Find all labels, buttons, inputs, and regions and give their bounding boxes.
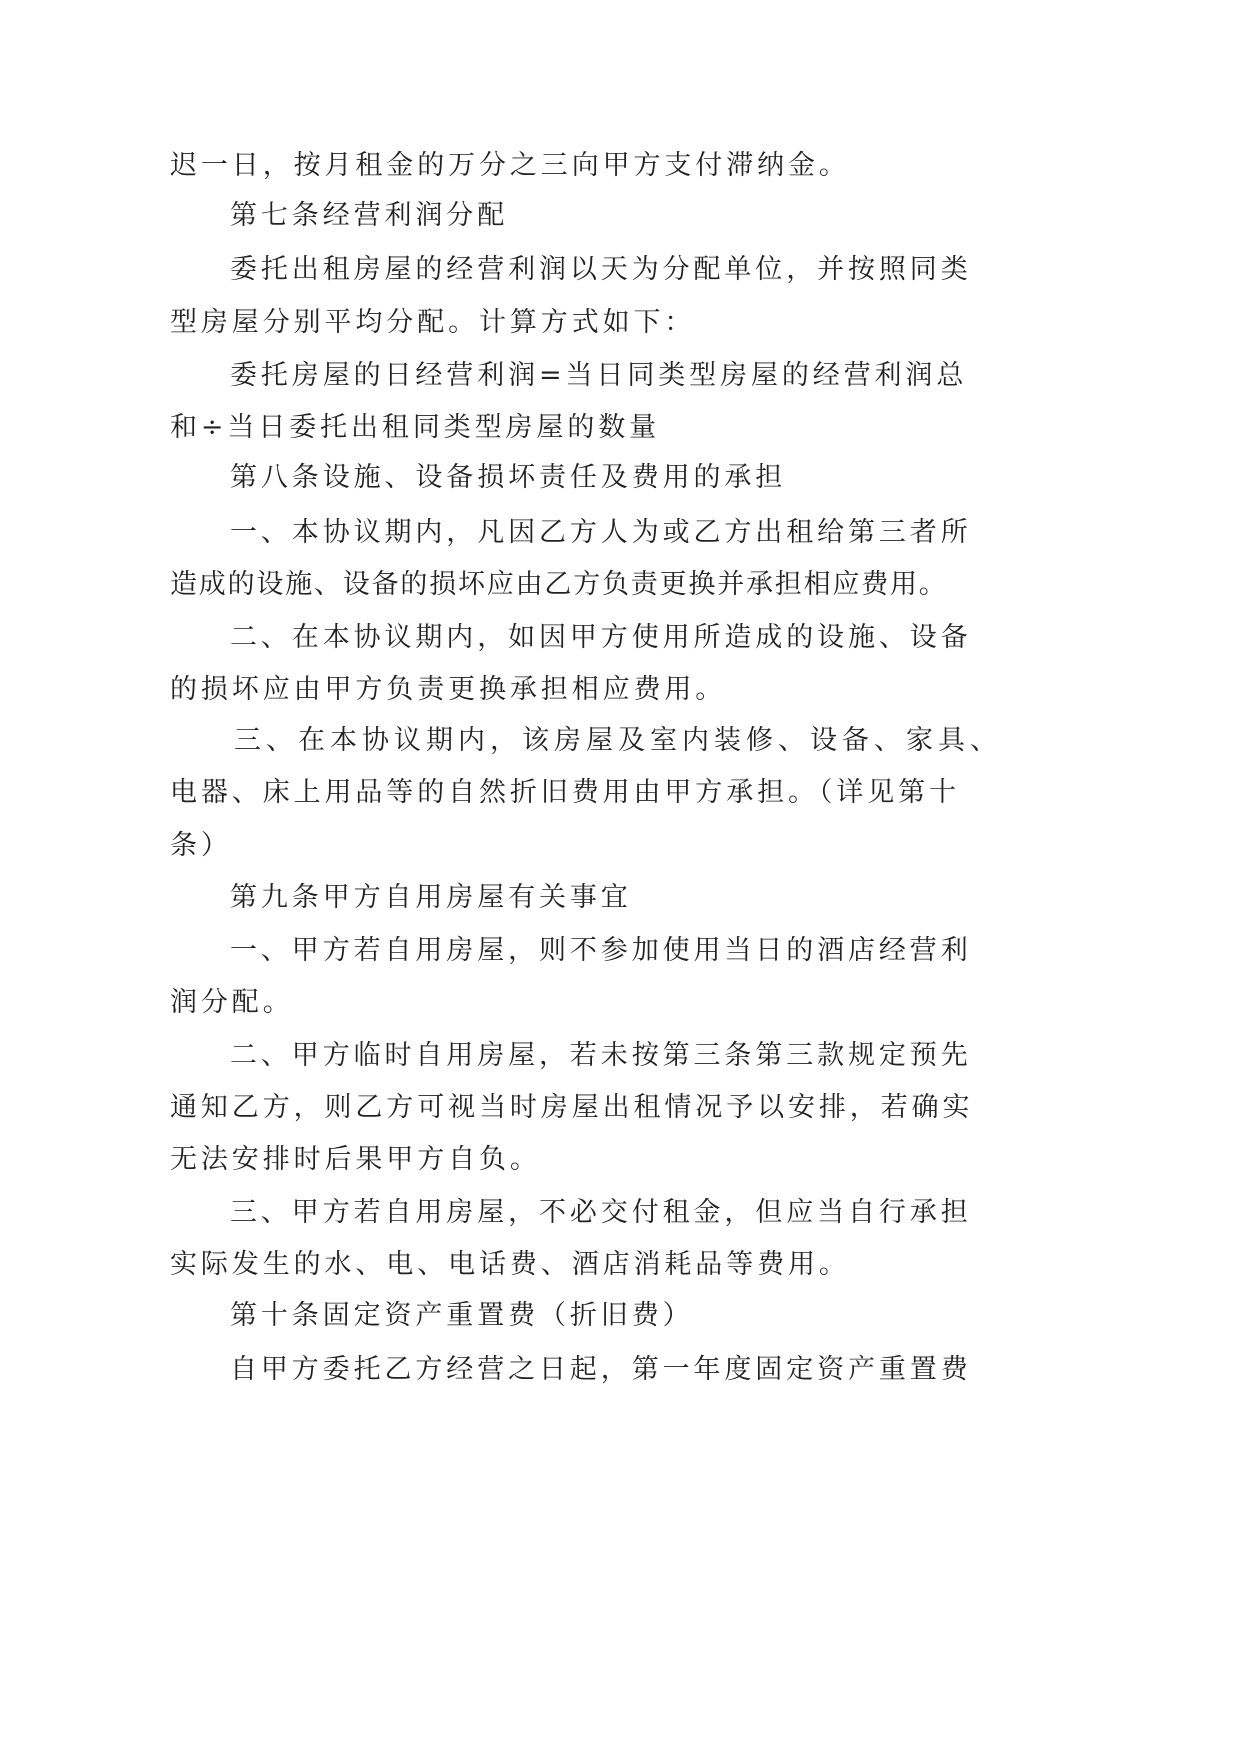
paragraph-line: 润分配。 <box>170 987 294 1018</box>
paragraph-line: 二、在本协议期内，如因甲方使用所造成的设施、设备 <box>230 622 972 653</box>
section-heading: 第八条设施、设备损坏责任及费用的承担 <box>230 462 787 493</box>
paragraph-line: 迟一日，按月租金的万分之三向甲方支付滞纳金。 <box>170 150 850 181</box>
section-heading: 第七条经营利润分配 <box>230 200 509 231</box>
paragraph-line: 条） <box>170 830 232 861</box>
paragraph-line: 造成的设施、设备的损坏应由乙方负责更换并承担相应费用。 <box>170 569 948 600</box>
paragraph-line: 二、甲方临时自用房屋，若未按第三条第三款规定预先 <box>230 1040 972 1071</box>
section-heading: 第十条固定资产重置费（折旧费） <box>230 1300 694 1331</box>
paragraph-line: 三、在本协议期内，该房屋及室内装修、设备、家具、 <box>234 725 1002 756</box>
paragraph-line: 和÷当日委托出租同类型房屋的数量 <box>170 412 661 443</box>
paragraph-line: 委托出租房屋的经营利润以天为分配单位，并按照同类 <box>230 254 972 285</box>
paragraph-line: 自甲方委托乙方经营之日起，第一年度固定资产重置费 <box>230 1354 972 1385</box>
paragraph-line: 一、甲方若自用房屋，则不参加使用当日的酒店经营利 <box>230 935 972 966</box>
paragraph-line: 通知乙方，则乙方可视当时房屋出租情况予以安排，若确实 <box>170 1092 974 1123</box>
paragraph-line: 实际发生的水、电、电话费、酒店消耗品等费用。 <box>170 1249 850 1280</box>
paragraph-line: 委托房屋的日经营利润=当日同类型房屋的经营利润总 <box>230 360 968 391</box>
paragraph-line: 三、甲方若自用房屋，不必交付租金，但应当自行承担 <box>230 1197 972 1228</box>
paragraph-line: 无法安排时后果甲方自负。 <box>170 1144 541 1175</box>
section-heading: 第九条甲方自用房屋有关事宜 <box>230 882 632 913</box>
paragraph-line: 电器、床上用品等的自然折旧费用由甲方承担。（详见第十 <box>170 777 960 808</box>
paragraph-line: 型房屋分别平均分配。计算方式如下： <box>170 307 696 338</box>
paragraph-line: 的损坏应由甲方负责更换承担相应费用。 <box>170 674 727 705</box>
paragraph-line: 一、本协议期内，凡因乙方人为或乙方出租给第三者所 <box>230 517 972 548</box>
